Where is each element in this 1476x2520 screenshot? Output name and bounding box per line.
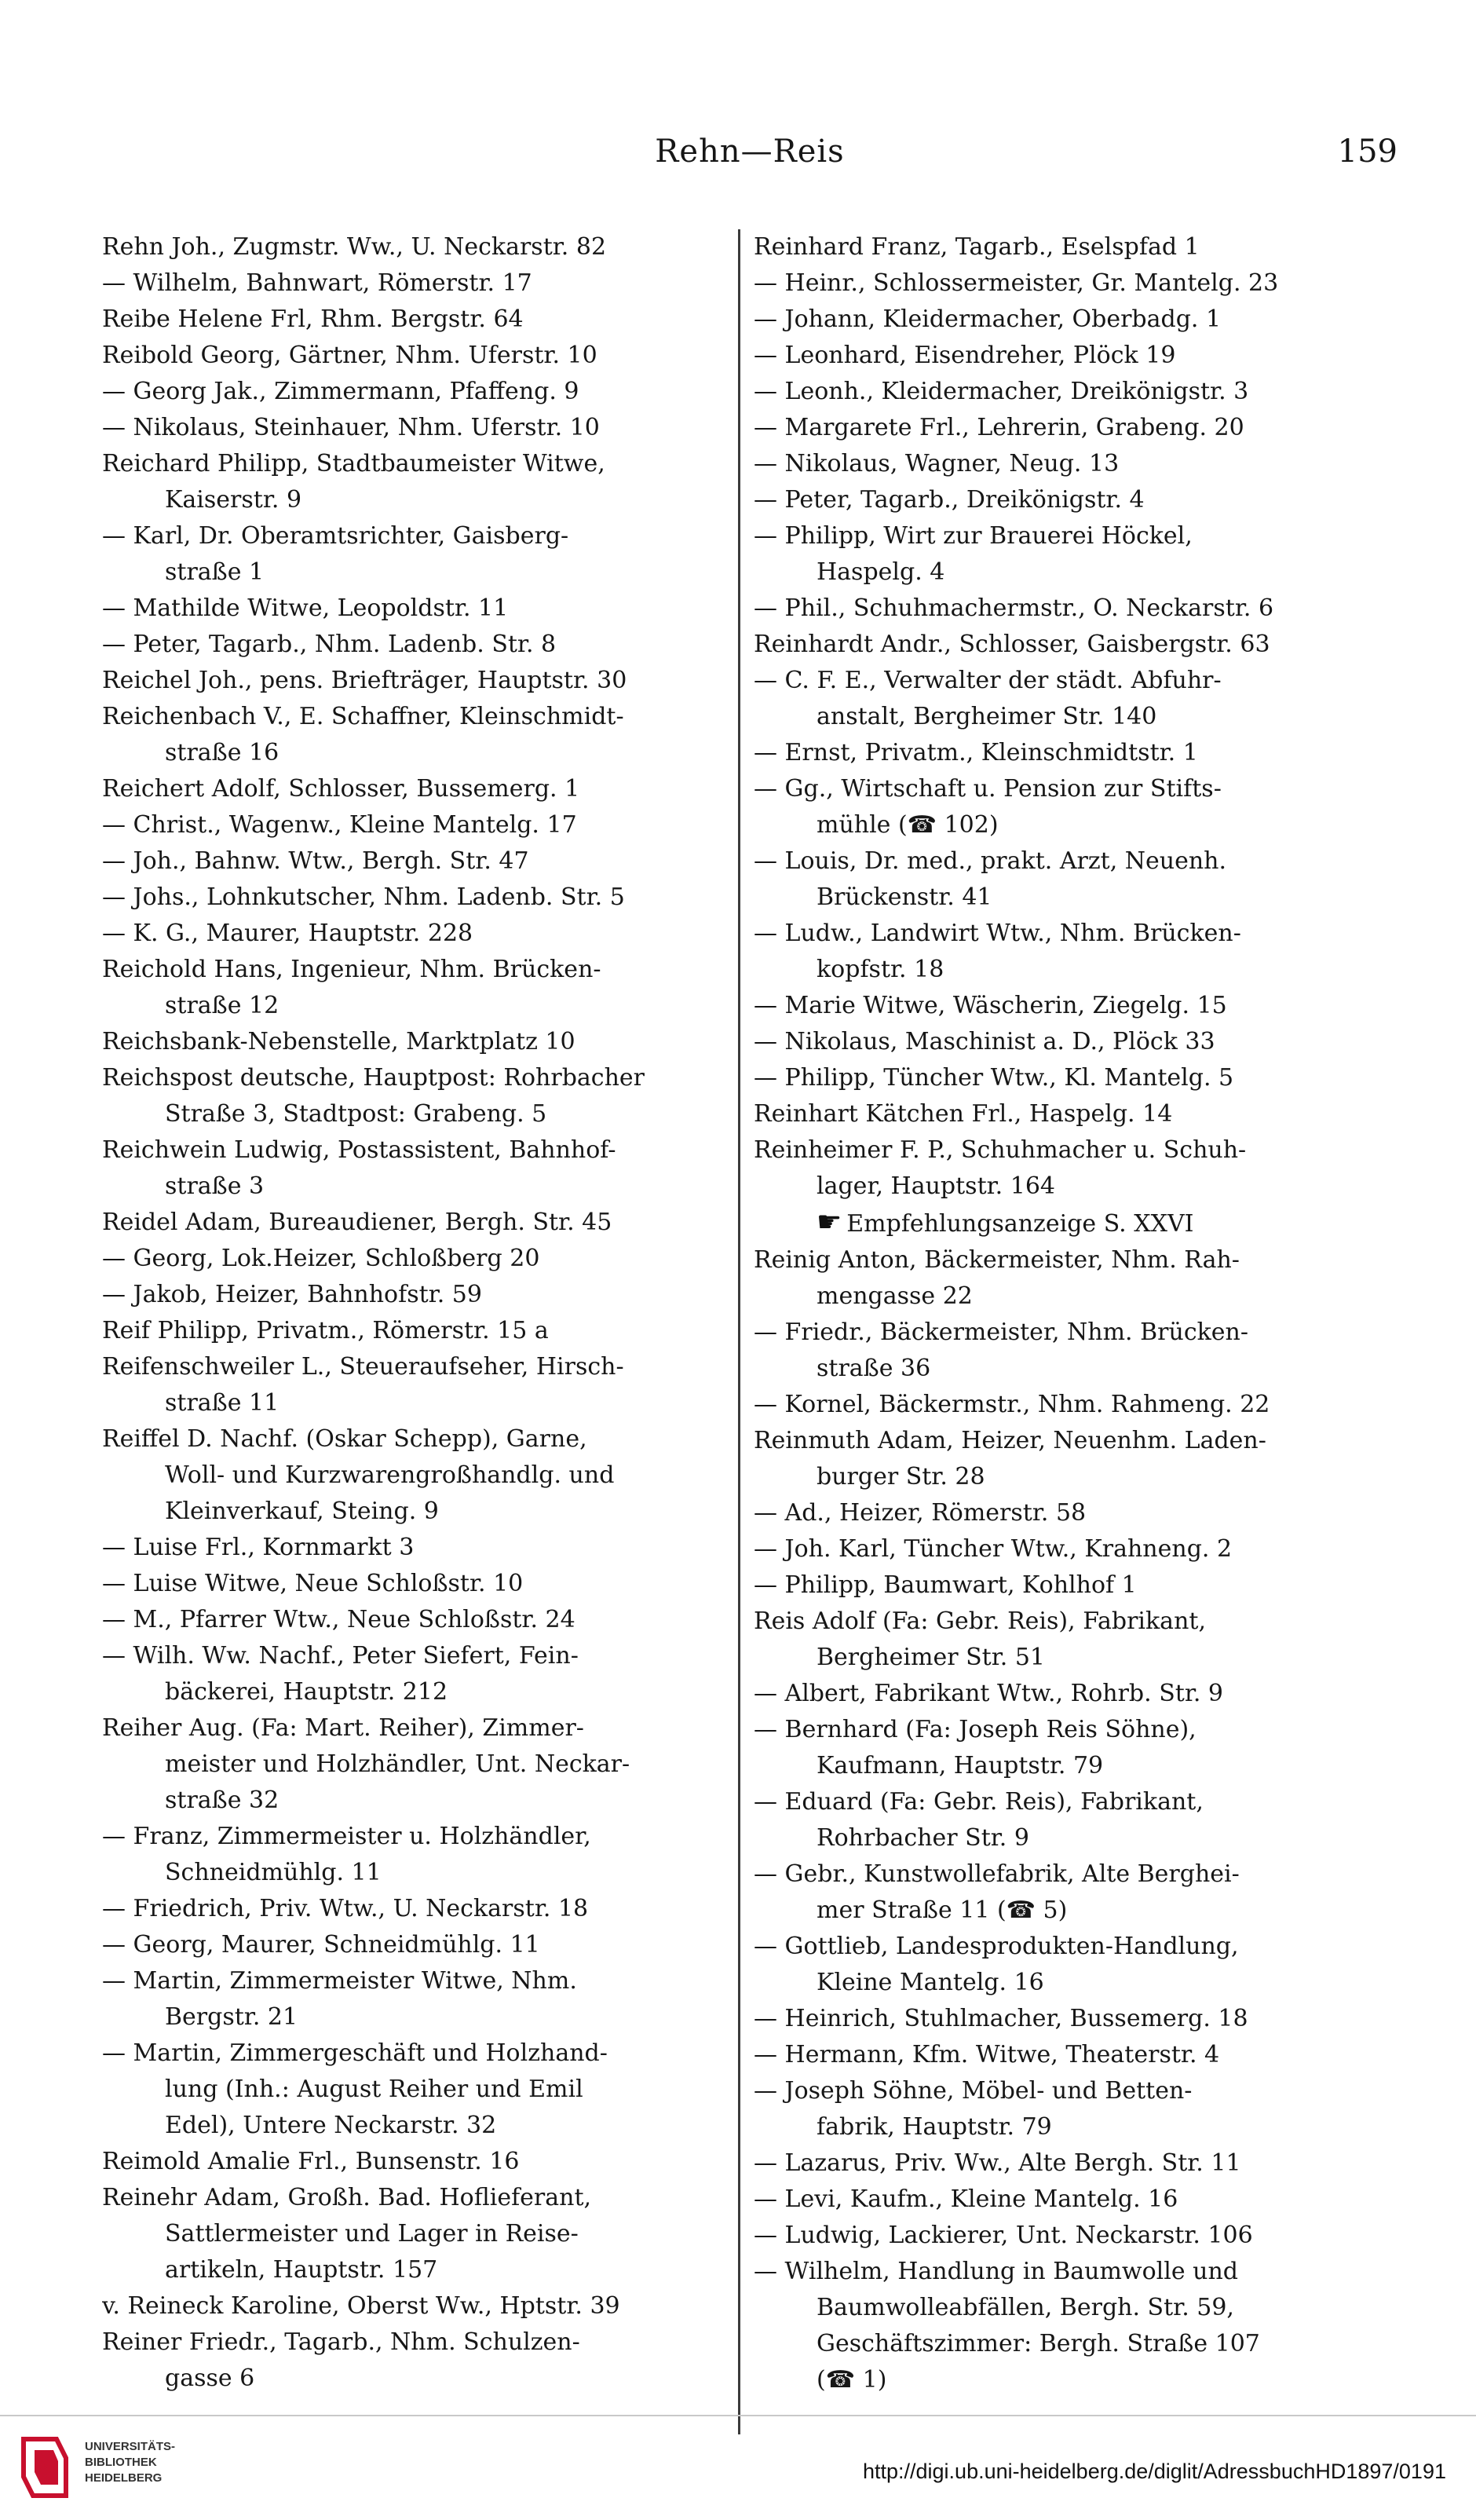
directory-entry-line: Reichert Adolf, Schlosser, Bussemerg. 1	[102, 775, 580, 803]
directory-entry-line: — C. F. E., Verwalter der städt. Abfuhr-	[754, 667, 1222, 694]
directory-entry-line: Bergstr. 21	[165, 2003, 298, 2031]
directory-entry-line: Reibe Helene Frl, Rhm. Bergstr. 64	[102, 305, 524, 333]
directory-entry-line: Reiher Aug. (Fa: Mart. Reiher), Zimmer-	[102, 1714, 584, 1742]
directory-entry-line: Reis Adolf (Fa: Gebr. Reis), Fabrikant,	[754, 1607, 1206, 1635]
directory-entry-line: Reinehr Adam, Großh. Bad. Hoflieferant,	[102, 2184, 592, 2211]
directory-entry-line: Brückenstr. 41	[817, 883, 992, 911]
directory-entry-line: — Leonh., Kleidermacher, Dreikönigstr. 3	[754, 378, 1249, 405]
right-column	[754, 229, 1391, 2398]
directory-entry-line: — Mathilde Witwe, Leopoldstr. 11	[102, 594, 509, 622]
directory-entry-line: Reinig Anton, Bäckermeister, Nhm. Rah-	[754, 1246, 1240, 1274]
page-number: 159	[1337, 133, 1397, 170]
left-column	[102, 229, 740, 2397]
directory-entry-line: — Friedr., Bäckermeister, Nhm. Brücken-	[754, 1319, 1249, 1346]
directory-entry-line: straße 1	[165, 558, 265, 586]
directory-entry-line: Kleinverkauf, Steing. 9	[165, 1498, 439, 1525]
directory-entry-line: Reichenbach V., E. Schaffner, Kleinschmidt-	[102, 703, 624, 730]
directory-entry-line: — Philipp, Tüncher Wtw., Kl. Mantelg. 5	[754, 1064, 1234, 1092]
directory-entry-line: — Ludw., Landwirt Wtw., Nhm. Brücken-	[754, 920, 1241, 947]
directory-entry-line: burger Str. 28	[817, 1463, 985, 1490]
directory-entry-line: Reif Philipp, Privatm., Römerstr. 15 a	[102, 1317, 549, 1344]
directory-entry-line: — Eduard (Fa: Gebr. Reis), Fabrikant,	[754, 1788, 1204, 1816]
footer	[0, 2419, 1476, 2520]
directory-entry-line: — K. G., Maurer, Hauptstr. 228	[102, 920, 473, 947]
directory-entry-line: Baumwolleabfällen, Bergh. Str. 59,	[817, 2294, 1234, 2321]
directory-entry-line: Reichsbank-Nebenstelle, Marktplatz 10	[102, 1028, 575, 1055]
directory-entry-line: — Martin, Zimmergeschäft und Holzhand-	[102, 2039, 608, 2067]
directory-entry-line: — Ad., Heizer, Römerstr. 58	[754, 1499, 1087, 1527]
directory-entry-line: — Ludwig, Lackierer, Unt. Neckarstr. 106	[754, 2222, 1253, 2249]
directory-entry-line: Reidel Adam, Bureaudiener, Bergh. Str. 45	[102, 1209, 612, 1236]
directory-entry-line: — Hermann, Kfm. Witwe, Theaterstr. 4	[754, 2041, 1220, 2068]
directory-entry-line: — Jakob, Heizer, Bahnhofstr. 59	[102, 1281, 482, 1308]
directory-entry-line: Woll- und Kurzwarengroßhandlg. und	[165, 1461, 615, 1489]
directory-entry-line: — Lazarus, Priv. Ww., Alte Bergh. Str. 11	[754, 2149, 1241, 2177]
directory-entry-line: Rehn Joh., Zugmstr. Ww., U. Neckarstr. 82	[102, 233, 607, 261]
directory-entry-line: lager, Hauptstr. 164	[817, 1172, 1056, 1200]
directory-entry-line: — Franz, Zimmermeister u. Holzhändler,	[102, 1823, 591, 1850]
directory-entry-line: — Nikolaus, Steinhauer, Nhm. Uferstr. 10	[102, 414, 600, 441]
directory-entry-line: — Nikolaus, Wagner, Neug. 13	[754, 450, 1120, 477]
directory-entry-line: — Marie Witwe, Wäscherin, Ziegelg. 15	[754, 992, 1227, 1019]
directory-entry-line: — Nikolaus, Maschinist a. D., Plöck 33	[754, 1028, 1215, 1055]
directory-entry-line: (☎ 1)	[817, 2366, 887, 2394]
directory-entry-line: — Peter, Tagarb., Nhm. Ladenb. Str. 8	[102, 631, 557, 658]
library-name-line: BIBLIOTHEK	[85, 2456, 157, 2469]
directory-entry-line: — Philipp, Wirt zur Brauerei Höckel,	[754, 522, 1193, 550]
page-title: Rehn—Reis	[655, 133, 845, 170]
directory-entry-line: — Bernhard (Fa: Joseph Reis Söhne),	[754, 1716, 1197, 1743]
directory-entry-line: Reichwein Ludwig, Postassistent, Bahnhof-	[102, 1136, 616, 1164]
directory-entry-line: Reichold Hans, Ingenieur, Nhm. Brücken-	[102, 956, 601, 983]
directory-entry-line: Reichard Philipp, Stadtbaumeister Witwe,	[102, 450, 605, 477]
directory-entry-line: — Joseph Söhne, Möbel- und Betten-	[754, 2077, 1193, 2105]
directory-entry-line: — Gg., Wirtschaft u. Pension zur Stifts-	[754, 775, 1222, 803]
directory-entry-line: — Margarete Frl., Lehrerin, Grabeng. 20	[754, 414, 1244, 441]
directory-entry-line: meister und Holzhändler, Unt. Neckar-	[165, 1750, 630, 1778]
directory-entry-line: mühle (☎ 102)	[817, 811, 999, 839]
directory-entry-line: Sattlermeister und Lager in Reise-	[165, 2220, 579, 2248]
directory-entry-line: v. Reineck Karoline, Oberst Ww., Hptstr. 39	[102, 2292, 620, 2320]
directory-entry-line: Reiffel D. Nachf. (Oskar Schepp), Garne,	[102, 1425, 587, 1453]
directory-entry-line: — Georg, Lok.Heizer, Schloßberg 20	[102, 1245, 540, 1272]
directory-entry-line: mengasse 22	[817, 1282, 973, 1310]
directory-entry-line: Reifenschweiler L., Steueraufseher, Hirsch-	[102, 1353, 624, 1381]
directory-entry-line: straße 11	[165, 1389, 279, 1417]
directory-entry-line: Reinhardt Andr., Schlosser, Gaisbergstr. 63	[754, 631, 1270, 658]
directory-entry-line: anstalt, Bergheimer Str. 140	[817, 703, 1157, 730]
footer-divider	[0, 2415, 1476, 2416]
directory-entry-line: — M., Pfarrer Wtw., Neue Schloßstr. 24	[102, 1606, 575, 1633]
directory-entry-line: Kaiserstr. 9	[165, 486, 302, 514]
directory-entry-line: Reinheimer F. P., Schuhmacher u. Schuh-	[754, 1136, 1247, 1164]
directory-entry-line: straße 36	[817, 1355, 931, 1382]
directory-entry-line: — Joh. Karl, Tüncher Wtw., Krahneng. 2	[754, 1535, 1233, 1563]
directory-entry-line: — Wilh. Ww. Nachf., Peter Siefert, Fein-	[102, 1642, 579, 1670]
column-divider	[738, 229, 740, 2434]
directory-entry-line: — Georg, Maurer, Schneidmühlg. 11	[102, 1931, 540, 1959]
directory-entry-line: kopfstr. 18	[817, 956, 944, 983]
directory-entry-line: — Phil., Schuhmachermstr., O. Neckarstr. 6	[754, 594, 1274, 622]
directory-entry-line: — Friedrich, Priv. Wtw., U. Neckarstr. 18	[102, 1895, 589, 1922]
directory-entry-line: — Louis, Dr. med., prakt. Arzt, Neuenh.	[754, 847, 1227, 875]
library-name-line: UNIVERSITÄTS-	[85, 2440, 176, 2453]
directory-entry-line: Reibold Georg, Gärtner, Nhm. Uferstr. 10	[102, 342, 597, 369]
directory-entry-line: — Heinr., Schlossermeister, Gr. Mantelg. 23	[754, 269, 1279, 297]
directory-entry-line: — Martin, Zimmermeister Witwe, Nhm.	[102, 1967, 577, 1995]
source-url[interactable]: http://digi.ub.uni-heidelberg.de/diglit/AdressbuchHD1897/0191	[862, 2460, 1446, 2483]
directory-entry-line: — Ernst, Privatm., Kleinschmidtstr. 1	[754, 739, 1198, 766]
directory-entry-line: Geschäftszimmer: Bergh. Straße 107	[817, 2330, 1260, 2357]
directory-entry-line: straße 3	[165, 1172, 265, 1200]
directory-entry-line: — Gottlieb, Landesprodukten-Handlung,	[754, 1933, 1239, 1960]
directory-entry-line: — Luise Frl., Kornmarkt 3	[102, 1534, 415, 1561]
directory-entry-line: straße 32	[165, 1787, 279, 1814]
directory-entry-line: Bergheimer Str. 51	[817, 1644, 1045, 1671]
directory-entry-line: Reinhard Franz, Tagarb., Eselspfad 1	[754, 233, 1200, 261]
directory-entry-line: Reinmuth Adam, Heizer, Neuenhm. Laden-	[754, 1427, 1266, 1454]
library-name	[85, 2439, 175, 2486]
directory-entry-line: straße 12	[165, 992, 279, 1019]
directory-entry-line: — Gebr., Kunstwollefabrik, Alte Berghei-	[754, 1860, 1240, 1888]
directory-entry-line: — Wilhelm, Handlung in Baumwolle und	[754, 2258, 1238, 2285]
directory-entry-line: ☛ Empfehlungsanzeige S. XXVI	[754, 1205, 1391, 1242]
directory-entry-line: — Peter, Tagarb., Dreikönigstr. 4	[754, 486, 1145, 514]
running-header	[102, 133, 1397, 188]
directory-entry-line: Haspelg. 4	[817, 558, 945, 586]
directory-entry-line: — Wilhelm, Bahnwart, Römerstr. 17	[102, 269, 532, 297]
directory-entry-line: Straße 3, Stadtpost: Grabeng. 5	[165, 1100, 547, 1128]
directory-entry-line: — Albert, Fabrikant Wtw., Rohrb. Str. 9	[754, 1680, 1224, 1707]
directory-entry-line: Schneidmühlg. 11	[165, 1859, 382, 1886]
directory-entry-line: — Karl, Dr. Oberamtsrichter, Gaisberg-	[102, 522, 569, 550]
directory-entry-line: Edel), Untere Neckarstr. 32	[165, 2112, 497, 2139]
directory-entry-line: straße 16	[165, 739, 279, 766]
directory-entry-line: — Joh., Bahnw. Wtw., Bergh. Str. 47	[102, 847, 529, 875]
directory-entry-line: Kaufmann, Hauptstr. 79	[817, 1752, 1104, 1779]
directory-entry-line: bäckerei, Hauptstr. 212	[165, 1678, 448, 1706]
directory-entry-line: Reiner Friedr., Tagarb., Nhm. Schulzen-	[102, 2328, 580, 2356]
directory-entry-line: — Johs., Lohnkutscher, Nhm. Ladenb. Str. 5	[102, 883, 625, 911]
directory-entry-line: — Leonhard, Eisendreher, Plöck 19	[754, 342, 1176, 369]
directory-entry-line: — Levi, Kaufm., Kleine Mantelg. 16	[754, 2185, 1178, 2213]
directory-entry-line: — Johann, Kleidermacher, Oberbadg. 1	[754, 305, 1222, 333]
directory-entry-line: — Heinrich, Stuhlmacher, Bussemerg. 18	[754, 2005, 1248, 2032]
directory-entry-line: — Philipp, Baumwart, Kohlhof 1	[754, 1571, 1137, 1599]
directory-entry-line: Kleine Mantelg. 16	[817, 1969, 1044, 1996]
directory-entry-line: Reinhart Kätchen Frl., Haspelg. 14	[754, 1100, 1173, 1128]
directory-entry-line: — Georg Jak., Zimmermann, Pfaffeng. 9	[102, 378, 579, 405]
directory-entry-line: — Christ., Wagenw., Kleine Mantelg. 17	[102, 811, 577, 839]
directory-entry-line: mer Straße 11 (☎ 5)	[817, 1896, 1068, 1924]
directory-entry-line: — Luise Witwe, Neue Schloßstr. 10	[102, 1570, 524, 1597]
directory-entry-line: fabrik, Hauptstr. 79	[817, 2113, 1052, 2141]
directory-entry-line: — Kornel, Bäckermstr., Nhm. Rahmeng. 22	[754, 1391, 1270, 1418]
directory-entry-line: Rohrbacher Str. 9	[817, 1824, 1029, 1852]
library-logo	[17, 2434, 72, 2500]
directory-entry-line: artikeln, Hauptstr. 157	[165, 2256, 438, 2284]
directory-entry-line: Reichel Joh., pens. Briefträger, Hauptstr. 30	[102, 667, 627, 694]
pointing-hand-icon: ☛	[817, 1206, 842, 1238]
directory-entry-line: gasse 6	[165, 2365, 255, 2392]
directory-entry-line: lung (Inh.: August Reiher und Emil	[165, 2076, 583, 2103]
directory-entry-line: Reimold Amalie Frl., Bunsenstr. 16	[102, 2148, 520, 2175]
library-name-line: HEIDELBERG	[85, 2471, 163, 2485]
directory-entry-line: Reichspost deutsche, Hauptpost: Rohrbacher	[102, 1064, 645, 1092]
